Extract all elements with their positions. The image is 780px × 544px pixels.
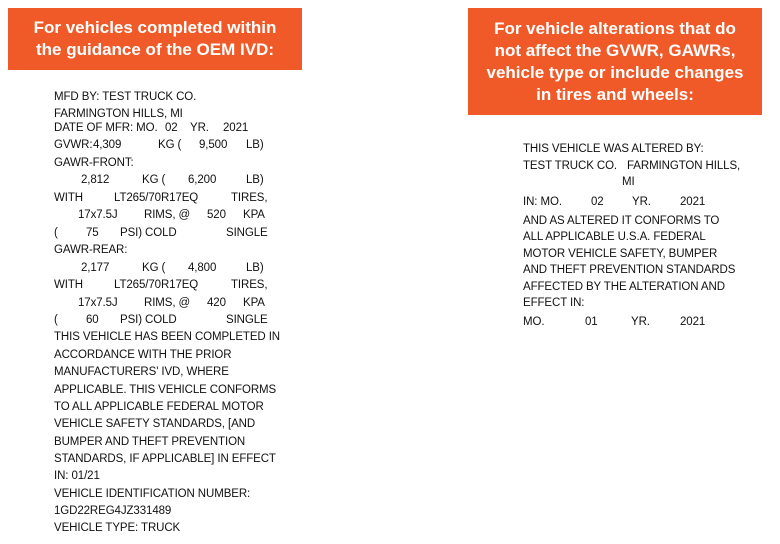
effect-yr-label: YR. [631, 316, 650, 328]
banner-line: vehicle type or include changes [486, 62, 744, 82]
altered-month: 02 [591, 196, 604, 208]
gawr-front-with: WITH [54, 192, 83, 204]
alterer-company: TEST TRUCK CO. [523, 160, 618, 172]
banner-line: the guidance of the OEM IVD: [35, 40, 274, 59]
altered-by-label: THIS VEHICLE WAS ALTERED BY: [523, 143, 704, 155]
alterer-city: FARMINGTON HILLS, [627, 160, 741, 172]
altered-yr-label: YR. [632, 196, 651, 208]
gawr-rear-psi: 60 [86, 314, 99, 326]
altered-mo-label: IN: MO. [523, 196, 562, 208]
conformity-statement-line: VEHICLE SAFETY STANDARDS, [AND [54, 418, 256, 430]
gawr-rear-kpa: 420 [207, 297, 226, 309]
gvwr-kg-label: KG ( [158, 139, 182, 151]
mfr-year: 2021 [223, 122, 249, 134]
gawr-front-kpa-label: KPA [243, 209, 265, 221]
gvwr-lb: 9,500 [199, 139, 228, 151]
conformity-statement-line: ACCORDANCE WITH THE PRIOR [54, 349, 232, 361]
gawr-rear-lb-label: LB) [246, 262, 264, 274]
alteration-statement-line: MOTOR VEHICLE SAFETY, BUMPER [523, 248, 718, 260]
gawr-front-lb: 6,200 [188, 174, 217, 186]
gawr-rear-lb: 4,800 [188, 262, 217, 274]
conformity-statement-line: TO ALL APPLICABLE FEDERAL MOTOR [54, 401, 264, 413]
conformity-statement-line: BUMPER AND THEFT PREVENTION [54, 436, 246, 448]
vin-value: 1GD22REG4JZ331489 [54, 505, 172, 517]
altered-year: 2021 [680, 196, 706, 208]
gawr-rear-with: WITH [54, 279, 83, 291]
effect-mo-label: MO. [523, 316, 545, 328]
gawr-front-paren: ( [54, 227, 58, 239]
gawr-rear-tires-label: TIRES, [231, 279, 268, 291]
gawr-rear-kg-label: KG ( [142, 262, 166, 274]
gawr-front-kpa: 520 [207, 209, 226, 221]
effect-month: 01 [585, 316, 598, 328]
gawr-rear-paren: ( [54, 314, 58, 326]
gawr-rear-kpa-label: KPA [243, 297, 265, 309]
gawr-front-rims-label: RIMS, @ [144, 209, 191, 221]
banner-line: For vehicle alterations that do [494, 18, 736, 38]
gawr-front-psi-label: PSI) COLD [120, 227, 177, 239]
effect-year: 2021 [680, 316, 706, 328]
gawr-front-tires-label: TIRES, [231, 192, 268, 204]
gawr-rear-config: SINGLE [226, 314, 268, 326]
mfr-yr-label: YR. [190, 122, 209, 134]
mfr-month: 02 [165, 122, 178, 134]
alteration-statement-line: AND AS ALTERED IT CONFORMS TO [523, 215, 720, 227]
gawr-front-kg: 2,812 [81, 174, 110, 186]
gawr-front-tire: LT265/70R17EQ [114, 192, 199, 204]
gawr-rear-psi-label: PSI) COLD [120, 314, 177, 326]
alteration-statement-line: ALL APPLICABLE U.S.A. FEDERAL [523, 231, 706, 243]
banner-line: not affect the GVWR, GAWRs, [494, 40, 736, 60]
vin-label: VEHICLE IDENTIFICATION NUMBER: [54, 488, 251, 500]
gawr-rear-heading: GAWR-REAR: [54, 244, 128, 256]
gawr-front-rim: 17x7.5J [78, 209, 118, 221]
gawr-front-kg-label: KG ( [142, 174, 166, 186]
vehicle-type: VEHICLE TYPE: TRUCK [54, 522, 181, 534]
gawr-front-config: SINGLE [226, 227, 268, 239]
mfd-by: MFD BY: TEST TRUCK CO. [54, 91, 197, 103]
banner-line: in tires and wheels: [536, 84, 694, 104]
gawr-front-psi: 75 [86, 227, 99, 239]
alteration-statement-line: EFFECT IN: [523, 297, 585, 309]
alteration-statement-line: AND THEFT PREVENTION STANDARDS [523, 264, 736, 276]
alteration-statement-line: AFFECTED BY THE ALTERATION AND [523, 281, 725, 293]
gvwr-kg: 4,309 [93, 139, 122, 151]
mfr-location: FARMINGTON HILLS, MI [54, 108, 183, 120]
gawr-rear-rims-label: RIMS, @ [144, 297, 191, 309]
date-of-mfr-label: DATE OF MFR: MO. [54, 122, 158, 134]
gawr-rear-tire: LT265/70R17EQ [114, 279, 199, 291]
conformity-statement-line: MANUFACTURERS' IVD, WHERE [54, 366, 229, 378]
conformity-statement-line: APPLICABLE. THIS VEHICLE CONFORMS [54, 384, 277, 396]
conformity-statement-line: STANDARDS, IF APPLICABLE] IN EFFECT [54, 453, 276, 465]
conformity-statement-line: IN: 01/21 [54, 470, 100, 482]
gvwr-label: GVWR: [54, 139, 93, 151]
gvwr-lb-label: LB) [246, 139, 264, 151]
gawr-front-heading: GAWR-FRONT: [54, 157, 134, 169]
conformity-statement-line: THIS VEHICLE HAS BEEN COMPLETED IN [54, 331, 281, 343]
gawr-front-lb-label: LB) [246, 174, 264, 186]
gawr-rear-kg: 2,177 [81, 262, 110, 274]
gawr-rear-rim: 17x7.5J [78, 297, 118, 309]
banner-line: For vehicles completed within [33, 18, 277, 37]
alterer-state: MI [622, 176, 635, 188]
